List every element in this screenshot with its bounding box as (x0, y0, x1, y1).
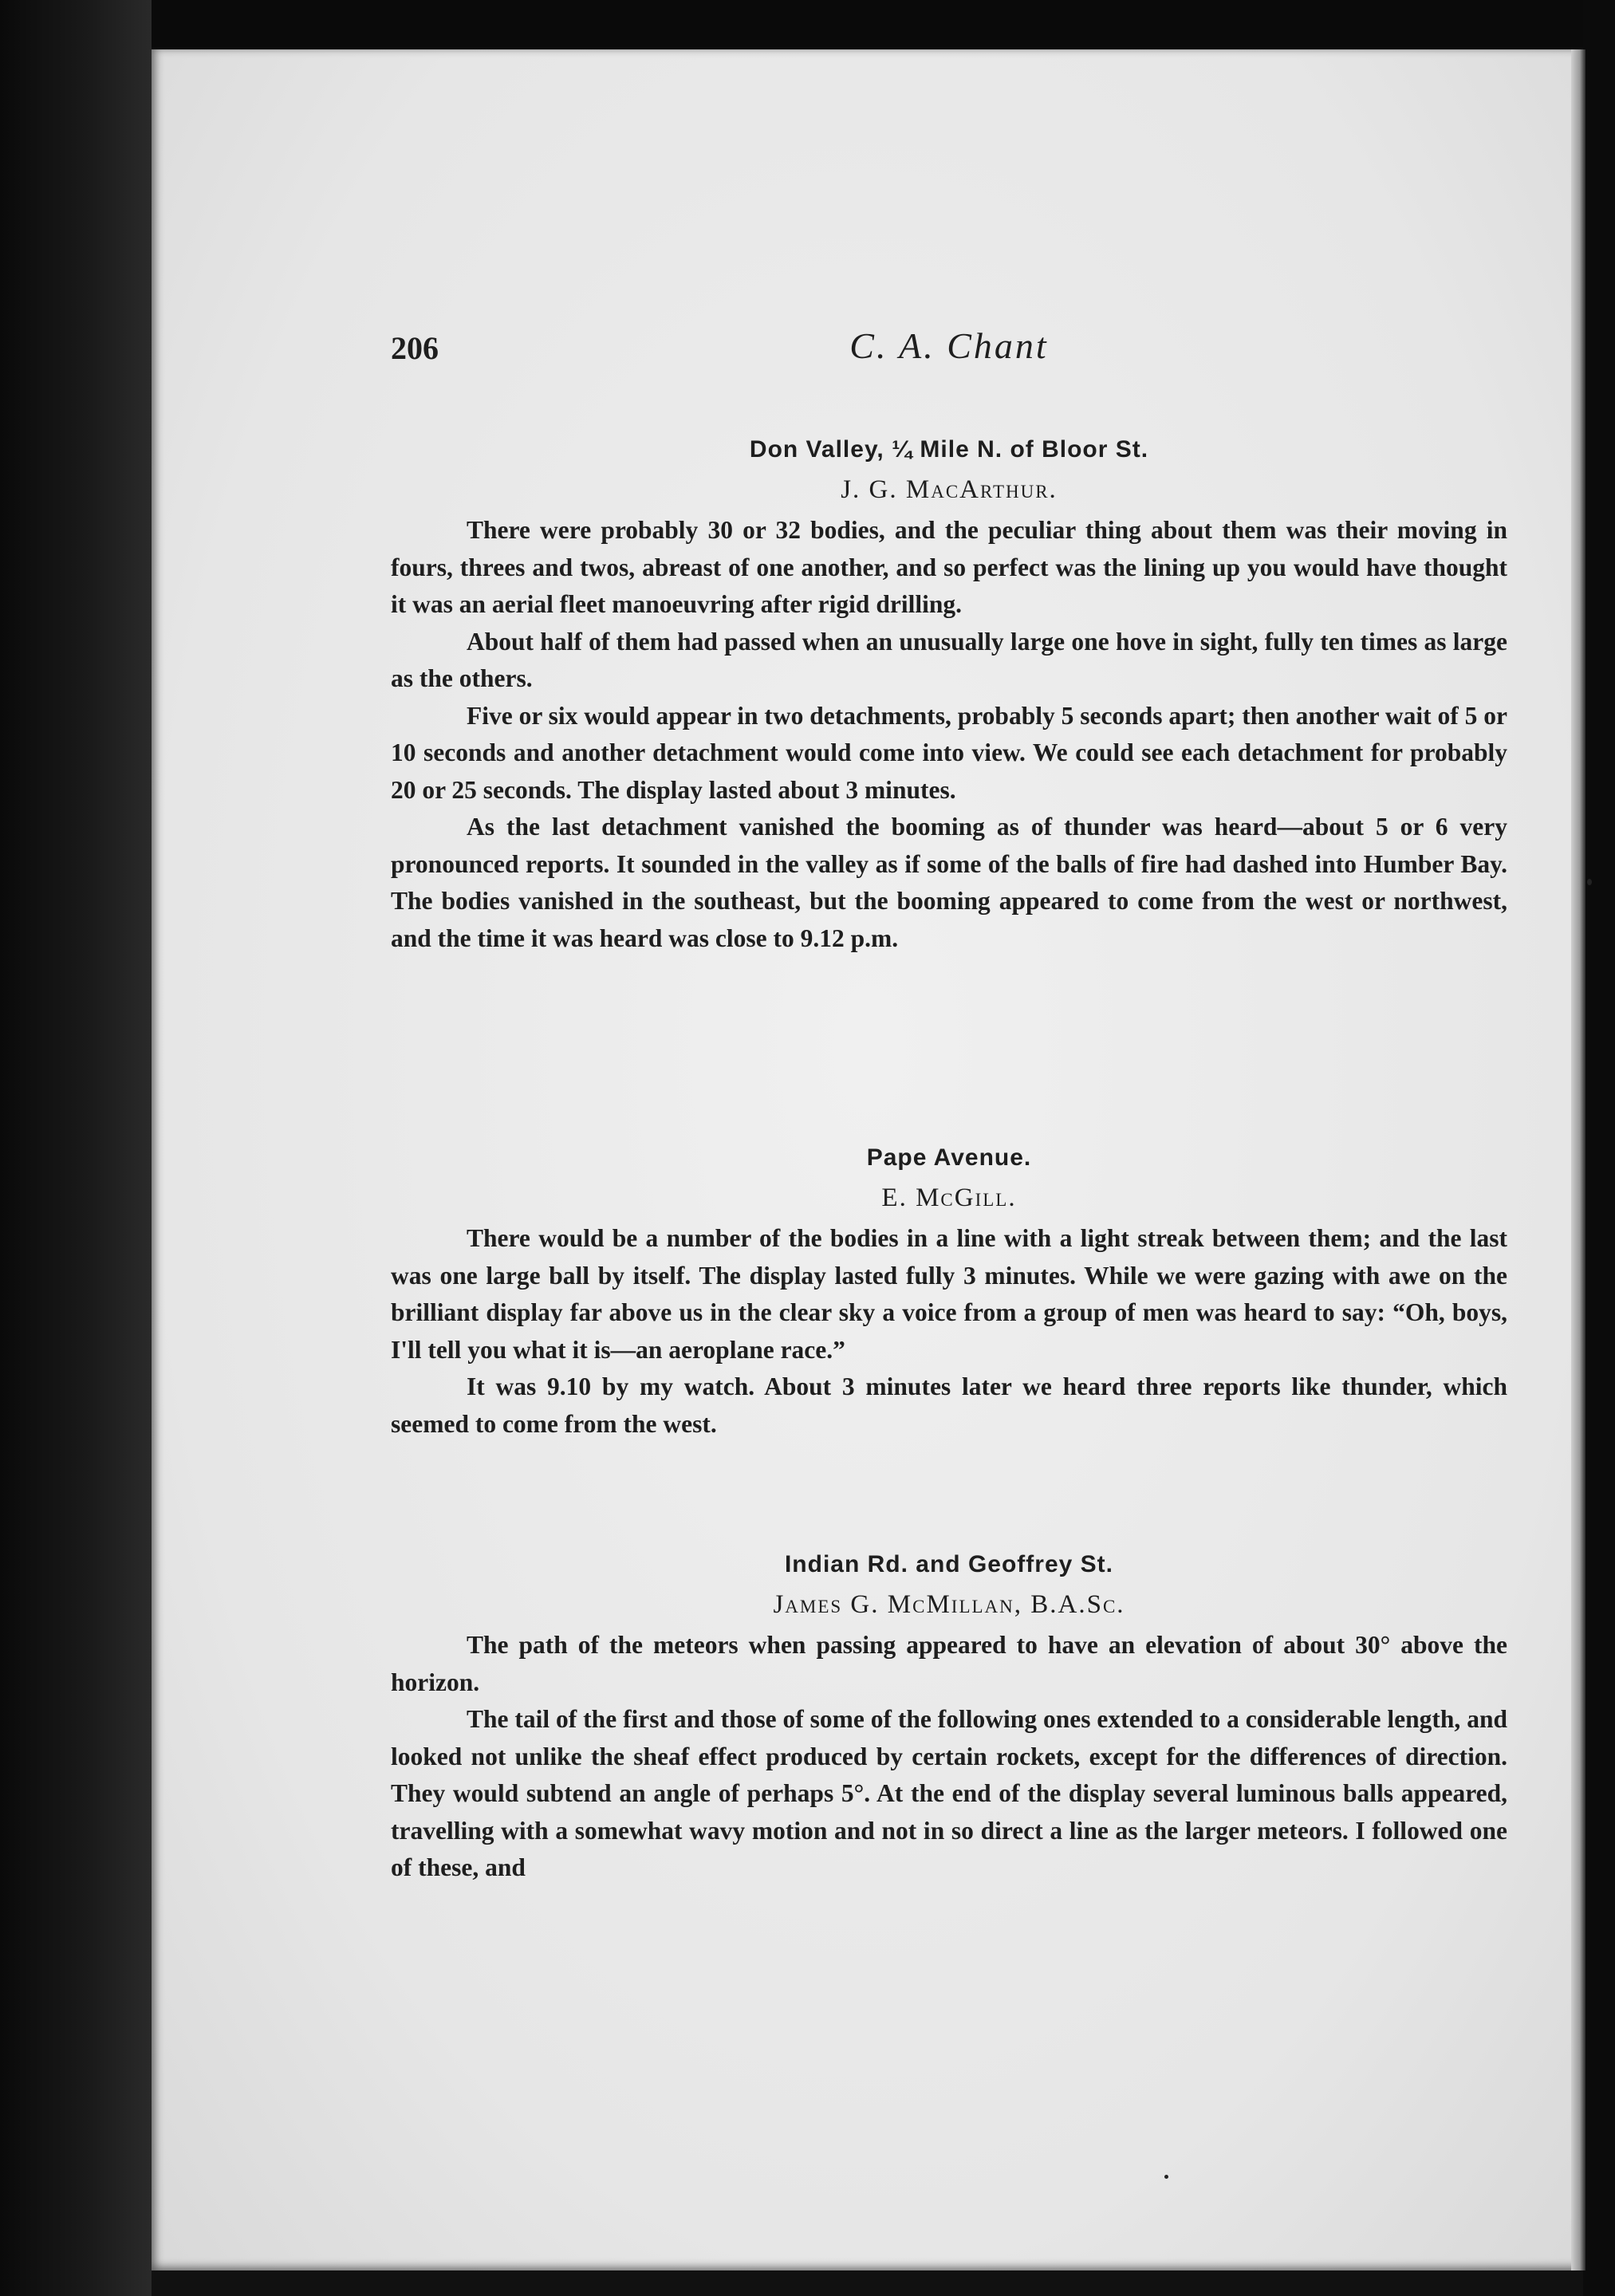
dust-speck (1164, 2175, 1168, 2179)
paragraph: There were probably 30 or 32 bodies, and the peculiar thing about them was their moving in fours, threes and twos, abreast of one another, and so perfect was the lining up you would have thought it was an aerial fleet manoeuvring after rigid drilling. (391, 516, 1507, 618)
paragraph: The path of the meteors when passing appeared to have an elevation of about 30° above the horizon. (391, 1631, 1507, 1696)
page-fold-shadow (1571, 49, 1585, 2270)
running-head-author: C. A. Chant (849, 325, 1049, 366)
book-page (152, 49, 1585, 2270)
section-title: Pape Avenue. (866, 1144, 1032, 1171)
paragraph: There would be a number of the bodies in a line with a light streak between them; and the last was one large ball by itself. The display lasted fully 3 minutes. While we were gazing with awe on the brilliant display far above us in the clear sky a voice from a group of men was heard to say: “Oh, boys, I'll tell you what it is—an aeroplane race.” (391, 1224, 1507, 1364)
scan-top-border (0, 0, 1615, 48)
paragraph: As the last detachment vanished the booming as of thunder was heard—about 5 or 6 very pronounced reports. It sounded in the valley as if some of the balls of fire had dashed into Humber Bay. The bodies vanished in the southeast, but the booming appeared to come from the west or northwest, and the time it was heard was close to 9.12 p.m. (391, 813, 1507, 952)
paragraph: About half of them had passed when an unusually large one hove in sight, fully ten times as large as the others. (391, 627, 1507, 692)
book-binding-edge (0, 0, 152, 2296)
section-indian-road (391, 1547, 1507, 1887)
paragraph: Five or six would appear in two detachments, probably 5 seconds apart; then another wait of 5 or 10 seconds and another detachment would come into view. We could see each detachment for probably 20 or 25 seconds. The display lasted about 3 minutes. (391, 701, 1507, 804)
dust-speck (1587, 879, 1592, 885)
scan-right-border (1583, 0, 1615, 2296)
paragraph: It was 9.10 by my watch. About 3 minutes later we heard three reports like thunder, which seemed to come from the west. (391, 1372, 1507, 1438)
page-number: 206 (391, 330, 439, 366)
section-title: Don Valley, ¼ Mile N. of Bloor St. (749, 436, 1149, 463)
observer-name: James G. McMillan, B.A.Sc. (773, 1590, 1125, 1619)
section-title: Indian Rd. and Geoffrey St. (784, 1551, 1114, 1577)
observer-name: J. G. MacArthur. (841, 475, 1058, 504)
section-don-valley (391, 432, 1507, 957)
paragraph: The tail of the first and those of some of the following ones extended to a considerable length, and looked not unlike the sheaf effect produced by certain rockets, except for the differences of direction. They would subtend an angle of perhaps 5°. At the end of the display several luminous balls appeared, travelling with a somewhat wavy motion and not in so direct a line as the larger meteors. I followed one of these, and (391, 1705, 1507, 1881)
section-pape-avenue (391, 1140, 1507, 1443)
running-head (391, 325, 1507, 372)
observer-name: E. McGill. (881, 1183, 1017, 1212)
